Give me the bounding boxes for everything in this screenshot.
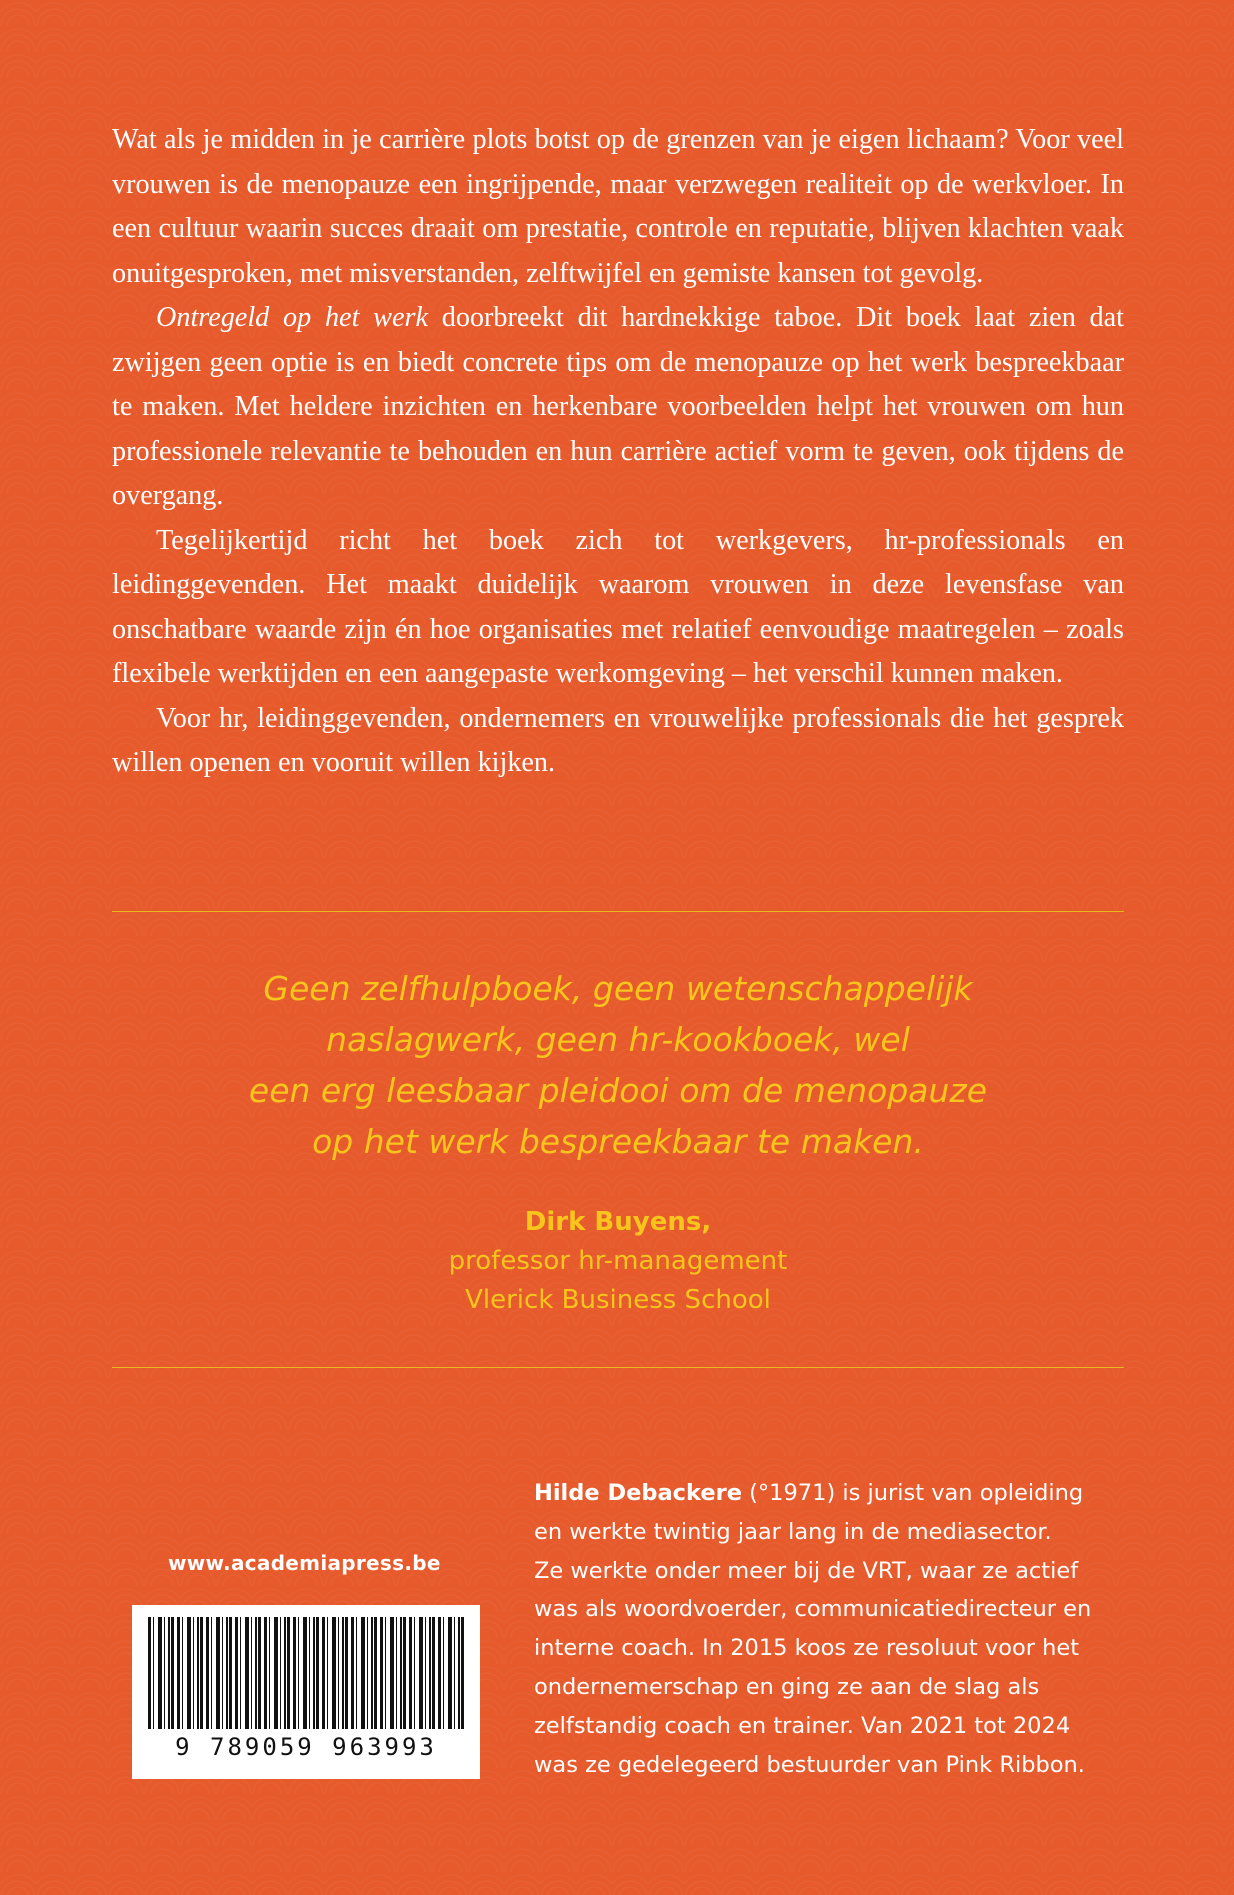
bio-line: zelfstandig coach en trainer. Van 2021 tot 2024 <box>534 1712 1071 1739</box>
quote-line: een erg leesbaar pleidooi om de menopauze <box>248 1071 988 1110</box>
bio-line: was als woordvoerder, communicatiedirecteur en <box>534 1596 1092 1623</box>
blurb-paragraph-4: Voor hr, leidinggevenden, ondernemers en vrouwelijke professionals die het gesprek willen openen en vooruit willen kijken. <box>112 702 1124 778</box>
bio-line: ondernemerschap en ging ze aan de slag als <box>534 1673 1040 1700</box>
bio-line: was ze gedelegeerd bestuurder van Pink Ribbon. <box>534 1751 1085 1778</box>
bio-line: en werkte twintig jaar lang in de mediasector. <box>534 1518 1052 1545</box>
quote-line: Geen zelfhulpboek, geen wetenschappelijk <box>263 969 973 1008</box>
bio-line-text: (°1971) is jurist van opleiding <box>742 1480 1084 1506</box>
attribution-name-line <box>112 1203 1124 1242</box>
barcode-bars <box>148 1617 464 1729</box>
blurb-paragraph-2 <box>112 296 1124 519</box>
isbn-number: 9 789059 963993 <box>175 1733 437 1761</box>
divider-top <box>112 911 1124 912</box>
book-title: Ontregeld op het werk <box>156 302 428 333</box>
attribution-role: professor hr-management <box>448 1246 788 1276</box>
bio-line: Ze werkte onder meer bij de VRT, waar ze actief <box>534 1557 1079 1584</box>
endorsement-quote <box>112 963 1124 1167</box>
blurb-paragraph-1: Wat als je midden in je carrière plots botst op de grenzen van je eigen lichaam? Voor veel vrouwen is de menopauze een ingrijpende, maar verzwegen realiteit op de werkvloer. In een cultuur waarin succes draait om prestatie, controle en reputatie, blijven klachten vaak onuitgesproken, met misverstanden, zelftwijfel en gemiste kansen tot gevolg. <box>112 124 1124 289</box>
attribution-institution: Vlerick Business School <box>465 1285 771 1315</box>
bio-line: interne coach. In 2015 koos ze resoluut voor het <box>534 1635 1080 1662</box>
quote-line: op het werk bespreekbaar te maken. <box>312 1122 924 1161</box>
blurb-paragraph-2-text: doorbreekt dit hardnekkige taboe. Dit boek laat zien dat zwijgen geen optie is en biedt concrete tips om de menopauze op het werk bespreekbaar te maken. Met heldere inzichten en herkenbare voorbeelden helpt het vrouwen om hun professionele relevantie te behouden en hun carrière actief vorm te geven, ook tijdens de overgang. <box>112 302 1124 511</box>
divider-bottom <box>112 1367 1124 1368</box>
attribution-comma: , <box>701 1207 712 1237</box>
blurb-paragraph-3: Tegelijkertijd richt het boek zich tot werkgevers, hr-professionals en leidinggevenden. Het maakt duidelijk waarom vrouwen in deze levensfase van onschatbare waarde zijn én hoe organisaties met relatief eenvoudige maatregelen – zoals flexibele werktijden en een aangepaste werkomgeving – het verschil kunnen maken. <box>112 524 1124 689</box>
attribution-name: Dirk Buyens <box>524 1207 702 1237</box>
quote-line: naslagwerk, geen hr-kookboek, wel <box>326 1020 910 1059</box>
isbn-barcode <box>132 1605 480 1779</box>
author-name: Hilde Debackere <box>534 1480 742 1506</box>
blurb <box>112 118 1124 786</box>
author-bio <box>534 1474 1134 1784</box>
quote-attribution <box>112 1203 1124 1320</box>
bio-line <box>534 1474 1134 1513</box>
publisher-url[interactable]: www.academiapress.be <box>168 1551 441 1575</box>
